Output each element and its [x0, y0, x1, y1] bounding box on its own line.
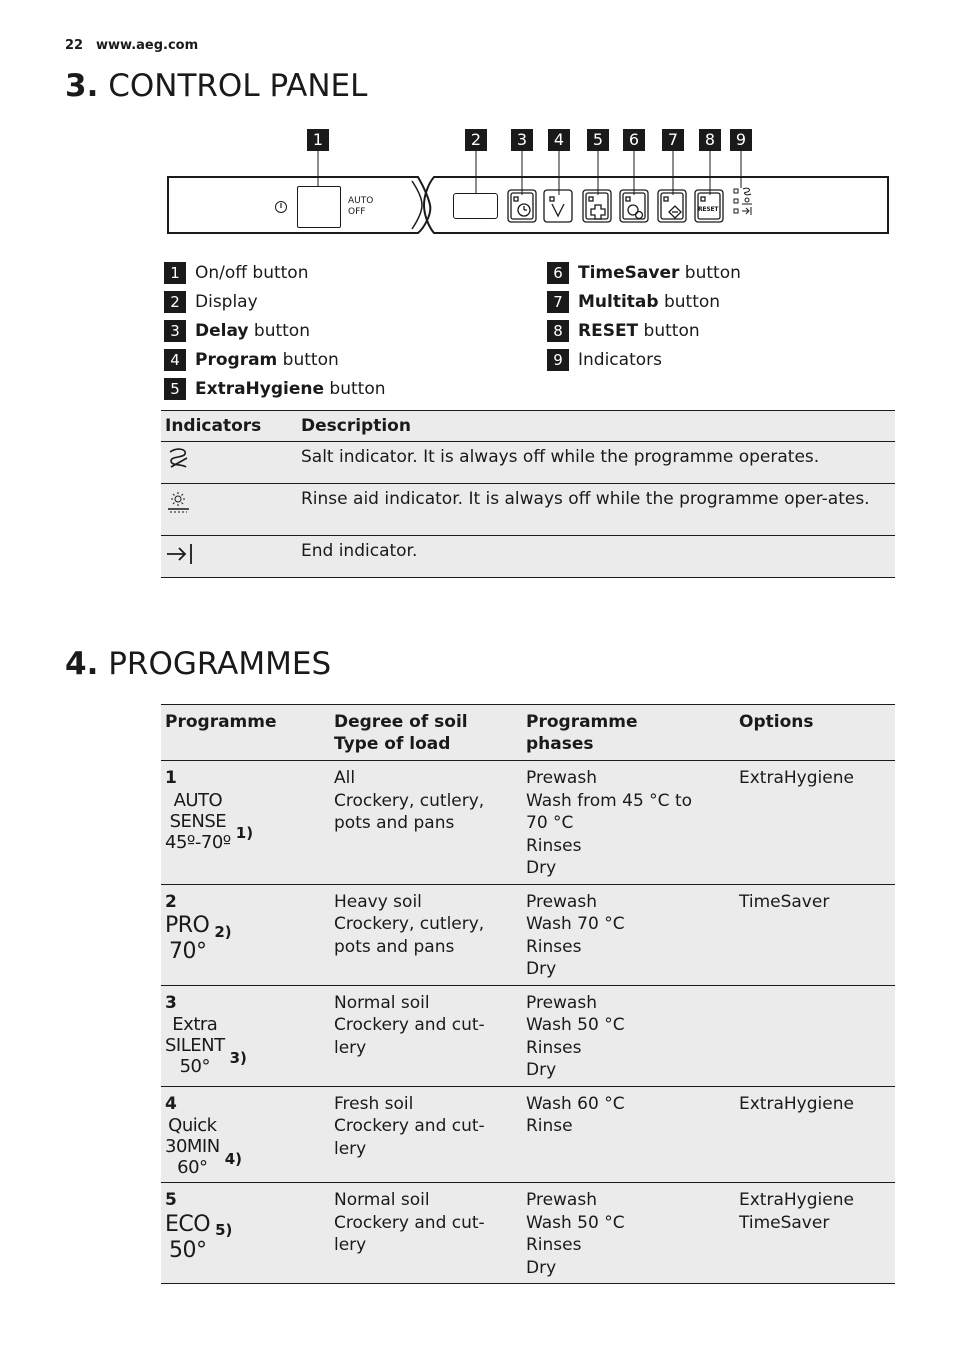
table-row [161, 442, 895, 484]
section-4-number: 4. [65, 646, 99, 682]
cell-line: Wash 50 °C [526, 1212, 625, 1233]
legend-item-9 [547, 349, 662, 371]
phases-cell [522, 985, 735, 1086]
soil-cell [330, 1183, 522, 1284]
callout-9: 9 [730, 129, 752, 151]
display [453, 193, 498, 219]
end-icon [165, 541, 195, 567]
programme-logo-line: 60° [177, 1157, 208, 1178]
legend-bold: RESET [578, 321, 639, 341]
page-url: www.aeg.com [96, 38, 199, 53]
legend-text: button [277, 350, 339, 370]
section-3-number: 3. [65, 68, 99, 104]
callout-6: 6 [623, 129, 645, 151]
legend-num: 3 [164, 320, 186, 342]
programme-logo-line: Extra [172, 1014, 218, 1035]
soil-cell [330, 761, 522, 885]
table-row [161, 1086, 895, 1183]
cell-line: Prewash [526, 768, 597, 788]
timesaver-button-icon [620, 190, 648, 222]
programme-logo-line: SENSE [169, 810, 227, 832]
legend-text: On/off button [195, 263, 309, 283]
callout-4: 4 [548, 129, 570, 151]
cell-line: Dry [526, 858, 557, 878]
legend-item-6 [547, 262, 741, 284]
legend-item-8 [547, 320, 700, 342]
cell-line: Crockery and cut- [334, 1015, 485, 1035]
cell-line: pots and pans [334, 936, 455, 957]
legend-num: 5 [164, 378, 186, 400]
extrahygiene-button-icon [583, 190, 611, 222]
programme-logo [165, 1115, 220, 1178]
programme-logo-line: ECO [165, 1211, 211, 1237]
section-3-heading: CONTROL PANEL [108, 68, 368, 104]
programme-cell [161, 1086, 330, 1183]
cell-line: Prewash [526, 1190, 597, 1210]
legend-text: Indicators [578, 350, 662, 370]
legend-num: 2 [164, 291, 186, 313]
salt-icon [165, 447, 191, 473]
cell-line: ExtraHygiene [739, 1093, 854, 1114]
soil-cell [330, 985, 522, 1086]
programme-number: 2 [165, 891, 177, 912]
table-row [161, 761, 895, 885]
programme-cell [161, 761, 330, 885]
cell-line: Wash 70 °C [526, 914, 625, 934]
legend-item-1 [164, 262, 308, 284]
soil-cell [330, 1086, 522, 1183]
section-4-title [65, 646, 331, 682]
cell-line: lery [334, 1235, 367, 1255]
callout-7: 7 [662, 129, 684, 151]
off-label: OFF [348, 207, 366, 217]
cell-line: Prewash [526, 992, 597, 1013]
indicator-cell [161, 442, 297, 484]
legend-bold: TimeSaver [578, 263, 680, 283]
table-row [161, 484, 895, 536]
description-cell: End indicator. [297, 536, 895, 578]
footnote-marker: 4) [224, 1149, 243, 1168]
legend-text: Display [195, 292, 258, 312]
programme-logo-line: AUTO [173, 789, 223, 811]
cell-line: Prewash [526, 891, 597, 912]
legend-num: 9 [547, 349, 569, 371]
programme-number: 5 [165, 1190, 177, 1210]
cell-line: Wash 50 °C [526, 1015, 625, 1035]
table-row [161, 985, 895, 1086]
header-phases [522, 705, 735, 761]
legend-bold: ExtraHygiene [195, 379, 325, 399]
legend-num: 8 [547, 320, 569, 342]
legend-text: button [658, 292, 721, 312]
legend-text: button [679, 263, 741, 283]
legend-item-7 [547, 291, 720, 313]
description-cell: Salt indicator. It is always off while the programme operates. [297, 442, 895, 484]
options-cell [735, 1183, 895, 1284]
section-4-heading: PROGRAMMES [108, 646, 332, 682]
legend-item-2 [164, 291, 258, 313]
indicator-cell [161, 484, 297, 536]
cell-line: Heavy soil [334, 891, 422, 912]
cell-line: ExtraHygiene [739, 1190, 854, 1210]
indicators-cluster [732, 186, 756, 218]
cell-line: Crockery, cutlery, [334, 914, 485, 934]
cell-line: lery [334, 1138, 367, 1159]
cell-line: pots and pans [334, 813, 455, 833]
programme-cell [161, 1183, 330, 1284]
header-text: Degree of soil Type of load [334, 712, 468, 754]
cell-line: Dry [526, 1060, 557, 1080]
programme-logo-line: SILENT [165, 1035, 225, 1056]
legend-num: 6 [547, 262, 569, 284]
phases-cell [522, 761, 735, 885]
cell-line: lery [334, 1037, 367, 1058]
programme-logo-line: 50° [169, 1237, 207, 1263]
legend-bold: Delay [195, 321, 249, 341]
header-text: Programme phases [526, 712, 638, 754]
programme-logo [165, 913, 209, 965]
power-icon [274, 200, 288, 214]
footnote-marker: 5) [215, 1221, 233, 1239]
table-row [161, 884, 895, 985]
programme-logo-line: PRO [165, 913, 210, 938]
multitab-button-icon [658, 190, 686, 222]
on-off-button[interactable] [297, 186, 341, 228]
indicator-cell [161, 536, 297, 578]
table-header-row [161, 705, 895, 761]
reset-label: RESET [698, 206, 719, 213]
indicators-table [161, 410, 895, 578]
cell-line: Dry [526, 959, 557, 979]
cell-line: Normal soil [334, 992, 430, 1013]
programme-logo [165, 1014, 225, 1077]
legend-bold: Multitab [578, 292, 659, 312]
programme-logo-line: 45º-70º [165, 831, 231, 853]
soil-cell [330, 884, 522, 985]
callout-1: 1 [307, 129, 329, 151]
header-indicators: Indicators [161, 411, 297, 442]
footnote-marker: 2) [214, 922, 232, 941]
callout-5: 5 [587, 129, 609, 151]
programme-cell [161, 985, 330, 1086]
cell-line: Rinses [526, 835, 582, 856]
legend-text: button [248, 321, 310, 341]
table-header-row [161, 411, 895, 442]
phases-cell [522, 1086, 735, 1183]
cell-line: TimeSaver [739, 891, 830, 912]
cell-line: Wash 60 °C [526, 1093, 625, 1114]
cell-line: Rinses [526, 1235, 582, 1255]
legend-num: 1 [164, 262, 186, 284]
header-soil [330, 705, 522, 761]
page-number: 22 [65, 38, 84, 53]
cell-line: Wash from 45 °C to [526, 790, 693, 811]
options-cell [735, 884, 895, 985]
cell-line: Fresh soil [334, 1093, 414, 1114]
programme-logo [165, 790, 231, 853]
phases-cell [522, 1183, 735, 1284]
cell-line: Rinses [526, 1037, 582, 1058]
callout-8: 8 [699, 129, 721, 151]
cell-line: Normal soil [334, 1190, 430, 1210]
table-row [161, 536, 895, 578]
programme-number: 4 [165, 1093, 177, 1114]
legend-item-4 [164, 349, 339, 371]
description-cell: Rinse aid indicator. It is always off while the programme oper-ates. [297, 484, 895, 536]
header-description: Description [297, 411, 895, 442]
legend-num: 4 [164, 349, 186, 371]
programme-logo-line: Quick [168, 1115, 217, 1136]
cell-line: All [334, 768, 356, 788]
options-cell [735, 761, 895, 885]
programme-number: 3 [165, 992, 177, 1013]
table-row [161, 1183, 895, 1284]
phases-cell [522, 884, 735, 985]
legend-item-5 [164, 378, 386, 400]
cell-line: Crockery and cut- [334, 1212, 485, 1233]
programme-logo-line: 70° [169, 939, 207, 964]
cell-line: TimeSaver [739, 1212, 830, 1233]
cell-line: ExtraHygiene [739, 768, 854, 788]
header-programme [161, 705, 330, 761]
legend-bold: Program [195, 350, 278, 370]
options-cell [735, 1086, 895, 1183]
cell-line: 70 °C [526, 813, 574, 833]
programme-cell [161, 884, 330, 985]
cell-line: Dry [526, 1257, 557, 1278]
cell-line: Crockery, cutlery, [334, 790, 485, 811]
programme-logo-line: 50° [179, 1056, 210, 1077]
programmes-table [161, 704, 895, 1284]
footnote-marker: 3) [229, 1048, 247, 1067]
callout-3: 3 [511, 129, 533, 151]
legend-text: button [324, 379, 386, 399]
cell-line: Rinses [526, 936, 582, 957]
legend-num: 7 [547, 291, 569, 313]
cell-line: Rinse [526, 1116, 573, 1136]
options-cell [735, 985, 895, 1086]
delay-button-icon [508, 190, 536, 222]
header-text: Programme [165, 712, 277, 732]
header-options: Options [735, 705, 895, 761]
programme-logo [165, 1212, 210, 1264]
auto-off-label [348, 196, 373, 218]
callout-2: 2 [465, 129, 487, 151]
legend-item-3 [164, 320, 310, 342]
cell-line: Crockery and cut- [334, 1116, 485, 1136]
programme-logo-line: 30MIN [165, 1136, 220, 1157]
programme-number: 1 [165, 768, 177, 788]
legend-text: button [638, 321, 700, 341]
panel-buttons [505, 188, 730, 224]
program-button-icon [544, 190, 572, 222]
footnote-marker: 1) [235, 824, 254, 842]
auto-label: AUTO [348, 196, 374, 206]
rinse-aid-icon [165, 489, 193, 515]
